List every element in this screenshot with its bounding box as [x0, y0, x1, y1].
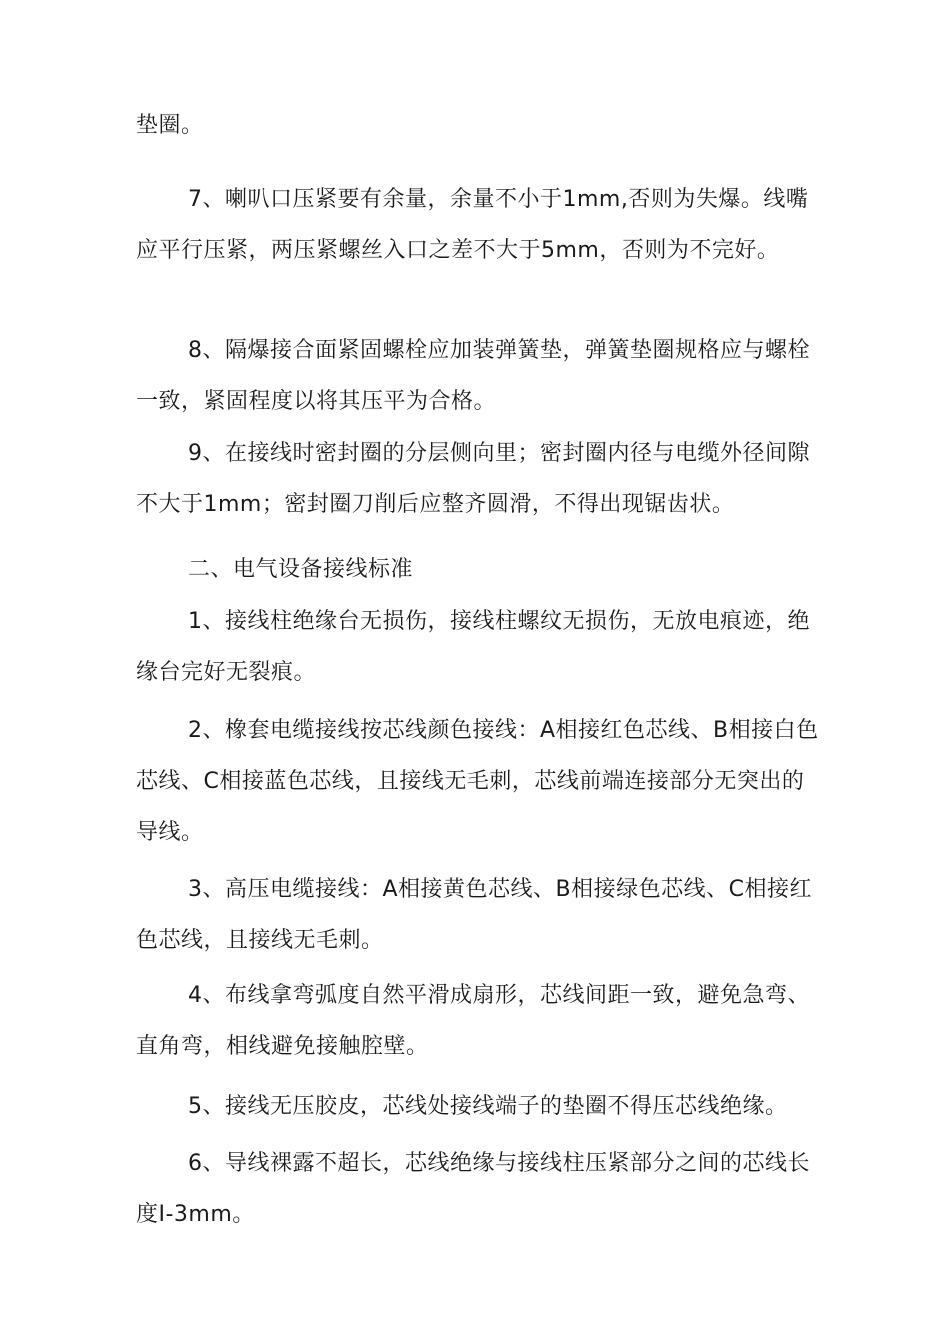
section-heading: 二、电气设备接线标准: [188, 557, 414, 582]
paragraph-item-2: 2、橡套电缆接线按芯线颜色接线：A相接红色芯线、B相接白色芯线、C相接蓝色芯线，且接线无毛刺，芯线前端连接部分无突出的导线。: [136, 718, 819, 845]
paragraph-item-6: 6、导线裸露不超长，芯线绝缘与接线柱压紧部分之间的芯线长度I-3mm。: [136, 1151, 810, 1227]
paragraph-item-5: 5、接线无压胶皮，芯线处接线端子的垫圈不得压芯线绝缘。: [188, 1094, 788, 1119]
paragraph-item-1: 1、接线柱绝缘台无损伤，接线柱螺纹无损伤，无放电痕迹，绝缘台完好无裂痕。: [136, 609, 810, 685]
paragraph-continuation: 垫圈。: [136, 113, 204, 138]
paragraph-item-3: 3、高压电缆接线：A相接黄色芯线、B相接绿色芯线、C相接红色芯线，且接线无毛刺。: [136, 877, 813, 953]
paragraph-item-8: 8、隔爆接合面紧固螺栓应加装弹簧垫，弹簧垫圈规格应与螺栓一致，紧固程度以将其压平为合格。: [136, 338, 810, 414]
paragraph-item-9: 9、在接线时密封圈的分层侧向里；密封圈内径与电缆外径间隙不大于1mm；密封圈刀削后应整齐圆滑，不得出现锯齿状。: [136, 441, 810, 517]
paragraph-item-4: 4、布线拿弯弧度自然平滑成扇形，芯线间距一致，避免急弯、直角弯，相线避免接触腔壁。: [136, 983, 810, 1059]
paragraph-item-7: 7、喇叭口压紧要有余量，余量不小于1mm,否则为失爆。线嘴应平行压紧，两压紧螺丝入口之差不大于5mm，否则为不完好。: [136, 187, 809, 263]
